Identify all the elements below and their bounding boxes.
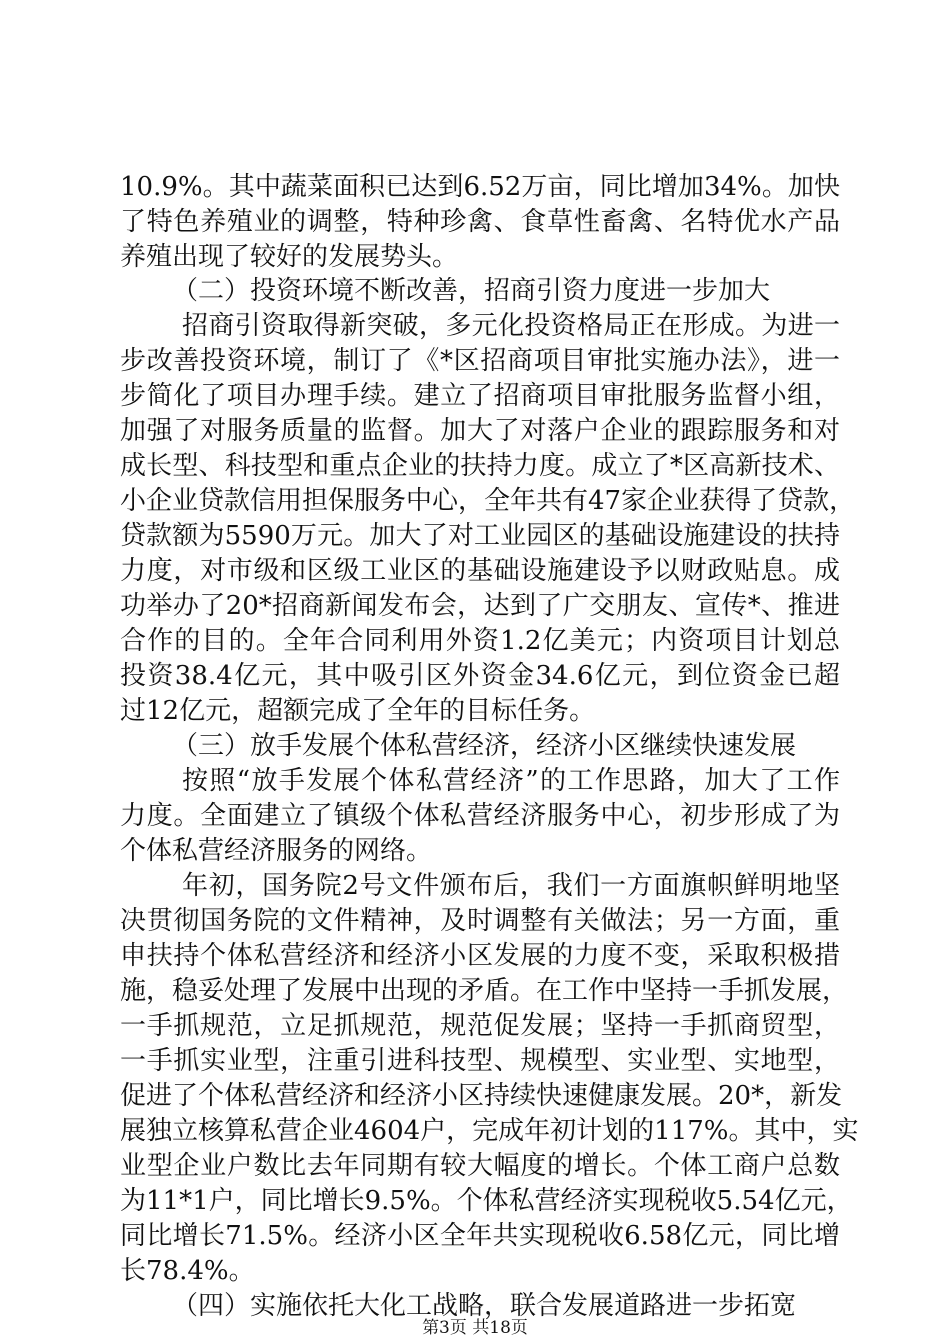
text-line: 促进了个体私营经济和经济小区持续快速健康发展。20*，新发 (120, 1081, 843, 1111)
text-line: 贷款额为5590万元。加大了对工业园区的基础设施建设的扶持 (120, 521, 840, 551)
text-line: 施，稳妥处理了发展中出现的矛盾。在工作中坚持一手抓发展， (120, 976, 849, 1006)
text-line: 招商引资取得新突破，多元化投资格局正在形成。为进一 (182, 311, 840, 341)
text-line: 申扶持个体私营经济和经济小区发展的力度不变，采取积极措 (120, 941, 840, 971)
text-line: 力度。全面建立了镇级个体私营经济服务中心，初步形成了为 (120, 801, 840, 831)
page-footer: 第3页 共18页 (422, 1318, 528, 1338)
text-line: 功举办了20*招商新闻发布会，达到了广交朋友、宣传*、推进 (120, 591, 840, 621)
text-line: 过12亿元，超额完成了全年的目标任务。 (120, 696, 596, 726)
text-line: 加强了对服务质量的监督。加大了对落户企业的跟踪服务和对 (120, 416, 840, 446)
text-line: 步简化了项目办理手续。建立了招商项目审批服务监督小组， (120, 381, 840, 411)
text-line: 同比增长71.5%。经济小区全年共实现税收6.58亿元，同比增 (120, 1221, 840, 1251)
text-line: 展独立核算私营企业4604户，完成年初计划的117%。其中，实 (120, 1116, 859, 1146)
text-line: 决贯彻国务院的文件精神，及时调整有关做法；另一方面，重 (120, 906, 840, 936)
text-line: 年初，国务院2号文件颁布后，我们一方面旗帜鲜明地坚 (182, 871, 840, 901)
text-line: 为11*1户，同比增长9.5%。个体私营经济实现税收5.54亿元， (120, 1186, 853, 1216)
text-line: 投资38.4亿元，其中吸引区外资金34.6亿元，到位资金已超 (120, 661, 840, 691)
text-line: 按照“放手发展个体私营经济”的工作思路，加大了工作 (182, 766, 840, 796)
text-line: 了特色养殖业的调整，特种珍禽、食草性畜禽、名特优水产品 (120, 207, 840, 237)
text-line: 长78.4%。 (120, 1256, 255, 1286)
text-line: 力度，对市级和区级工业区的基础设施建设予以财政贴息。成 (120, 556, 840, 586)
text-line: 合作的目的。全年合同利用外资1.2亿美元；内资项目计划总 (120, 626, 840, 656)
text-line: 10.9%。其中蔬菜面积已达到6.52万亩，同比增加34%。加快 (120, 172, 840, 202)
text-line: 养殖出现了较好的发展势头。 (120, 242, 459, 272)
section-heading: （四）实施依托大化工战略，联合发展道路进一步拓宽 (172, 1291, 797, 1321)
text-line: 业型企业户数比去年同期有较大幅度的增长。个体工商户总数 (120, 1151, 840, 1181)
text-line: 步改善投资环境，制订了《*区招商项目审批实施办法》，进一 (120, 346, 840, 376)
text-line: 一手抓实业型，注重引进科技型、规模型、实业型、实地型， (120, 1046, 840, 1076)
section-heading: （二）投资环境不断改善，招商引资力度进一步加大 (172, 276, 771, 306)
text-line: 小企业贷款信用担保服务中心，全年共有47家企业获得了贷款， (120, 486, 856, 516)
section-heading: （三）放手发展个体私营经济，经济小区继续快速发展 (172, 731, 797, 761)
text-line: 成长型、科技型和重点企业的扶持力度。成立了*区高新技术、 (120, 451, 840, 481)
text-line: 一手抓规范，立足抓规范，规范促发展；坚持一手抓商贸型， (120, 1011, 840, 1041)
text-line: 个体私营经济服务的网络。 (120, 836, 433, 866)
